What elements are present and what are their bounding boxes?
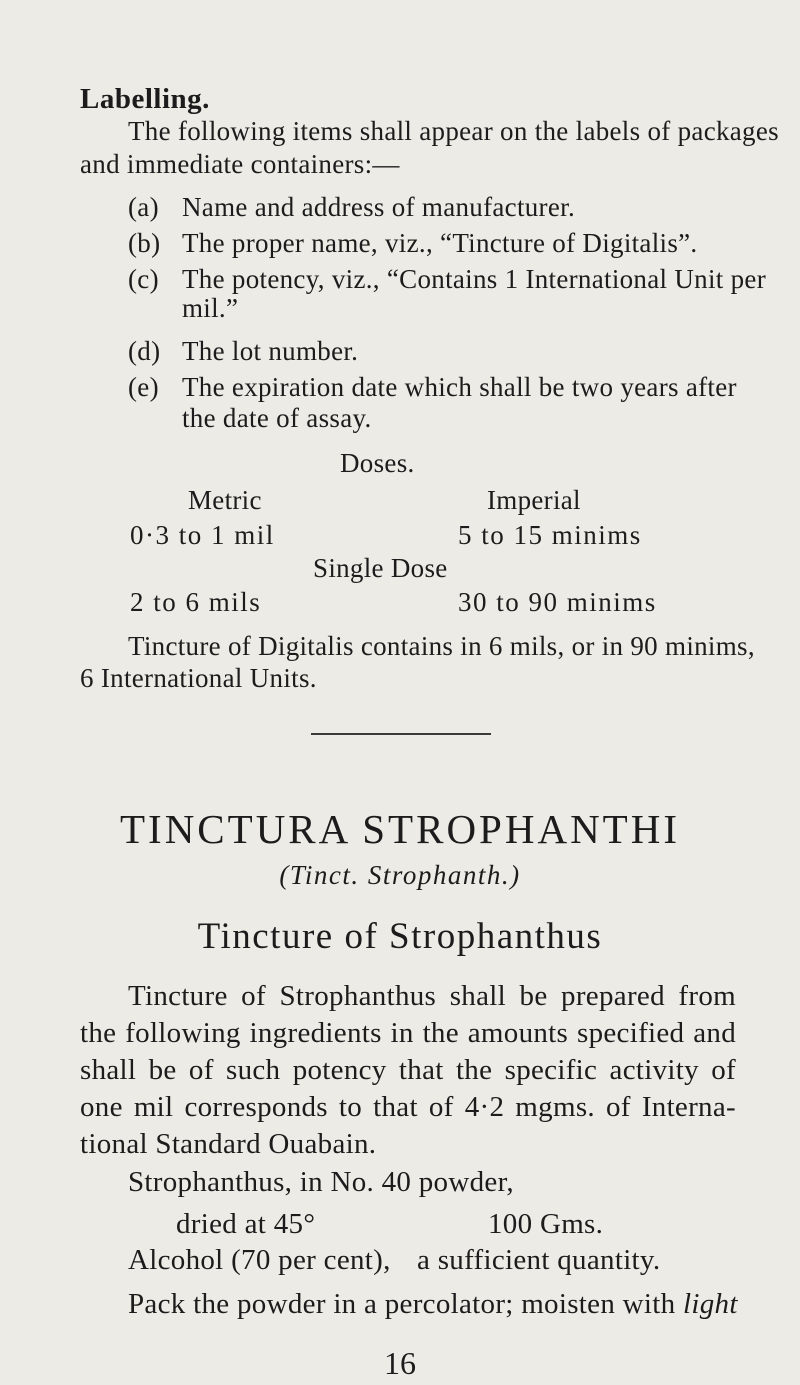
list-item: The lot number. (182, 336, 359, 366)
paragraph-line: the following ingredients in the amounts specified and (80, 1017, 736, 1049)
doses-row1-imperial: 5 to 15 minims (458, 520, 642, 550)
doses-col-metric: Metric (188, 485, 262, 515)
doses-row2-metric: 2 to 6 mils (130, 587, 262, 617)
paragraph-line: shall be of such potency that the specific activity of (80, 1054, 736, 1086)
monograph-abbreviation: (Tinct. Strophanth.) (279, 860, 521, 890)
ingredient-name-continuation: dried at 45° (176, 1208, 316, 1240)
paragraph-line: one mil corresponds to that of 4·2 mgms. of Interna- (80, 1091, 736, 1123)
monograph-title: TINCTURA STROPHANTHI (120, 806, 680, 852)
monograph-english-title: Tincture of Strophanthus (197, 916, 603, 957)
method-italic-text: light (683, 1288, 738, 1320)
list-marker: (a) (128, 192, 159, 222)
paragraph-line: tional Standard Ouabain. (80, 1128, 377, 1160)
doses-row2-imperial: 30 to 90 minims (458, 587, 657, 617)
list-item: The proper name, viz., “Tincture of Digitalis”. (182, 228, 698, 258)
list-item: The potency, viz., “Contains 1 International Unit per (182, 264, 766, 294)
page-number: 16 (384, 1345, 416, 1381)
doses-heading: Doses. (340, 448, 415, 478)
list-marker: (c) (128, 264, 159, 294)
list-item-continuation: mil.” (182, 293, 239, 323)
list-item: The expiration date which shall be two years after (182, 372, 737, 402)
ingredient-amount: a sufficient quantity. (417, 1244, 661, 1276)
list-item: Name and address of manufacturer. (182, 192, 575, 222)
ingredient-name: Strophanthus, in No. 40 powder, (128, 1166, 514, 1198)
ingredient-name: Alcohol (70 per cent), (128, 1244, 391, 1276)
labelling-intro-line2: and immediate containers:— (80, 149, 400, 179)
section-divider (311, 733, 491, 735)
list-marker: (b) (128, 228, 161, 258)
doses-row1-metric: 0·3 to 1 mil (130, 520, 275, 550)
doses-col-imperial: Imperial (487, 485, 581, 515)
list-marker: (e) (128, 372, 159, 402)
single-dose-label: Single Dose (313, 553, 448, 583)
ingredient-amount: 100 Gms. (488, 1208, 604, 1240)
doses-note-line2: 6 International Units. (80, 663, 317, 693)
labelling-heading: Labelling. (80, 83, 210, 115)
method-line (128, 1290, 736, 1319)
method-text: Pack the powder in a percolator; moisten with (128, 1288, 683, 1320)
doses-note-line1: Tincture of Digitalis contains in 6 mils, or in 90 minims, (128, 631, 755, 661)
list-item-continuation: the date of assay. (182, 403, 372, 433)
list-marker: (d) (128, 336, 161, 366)
paragraph-line: Tincture of Strophanthus shall be prepared from (128, 980, 736, 1012)
labelling-intro-line1: The following items shall appear on the labels of packages (128, 116, 779, 146)
